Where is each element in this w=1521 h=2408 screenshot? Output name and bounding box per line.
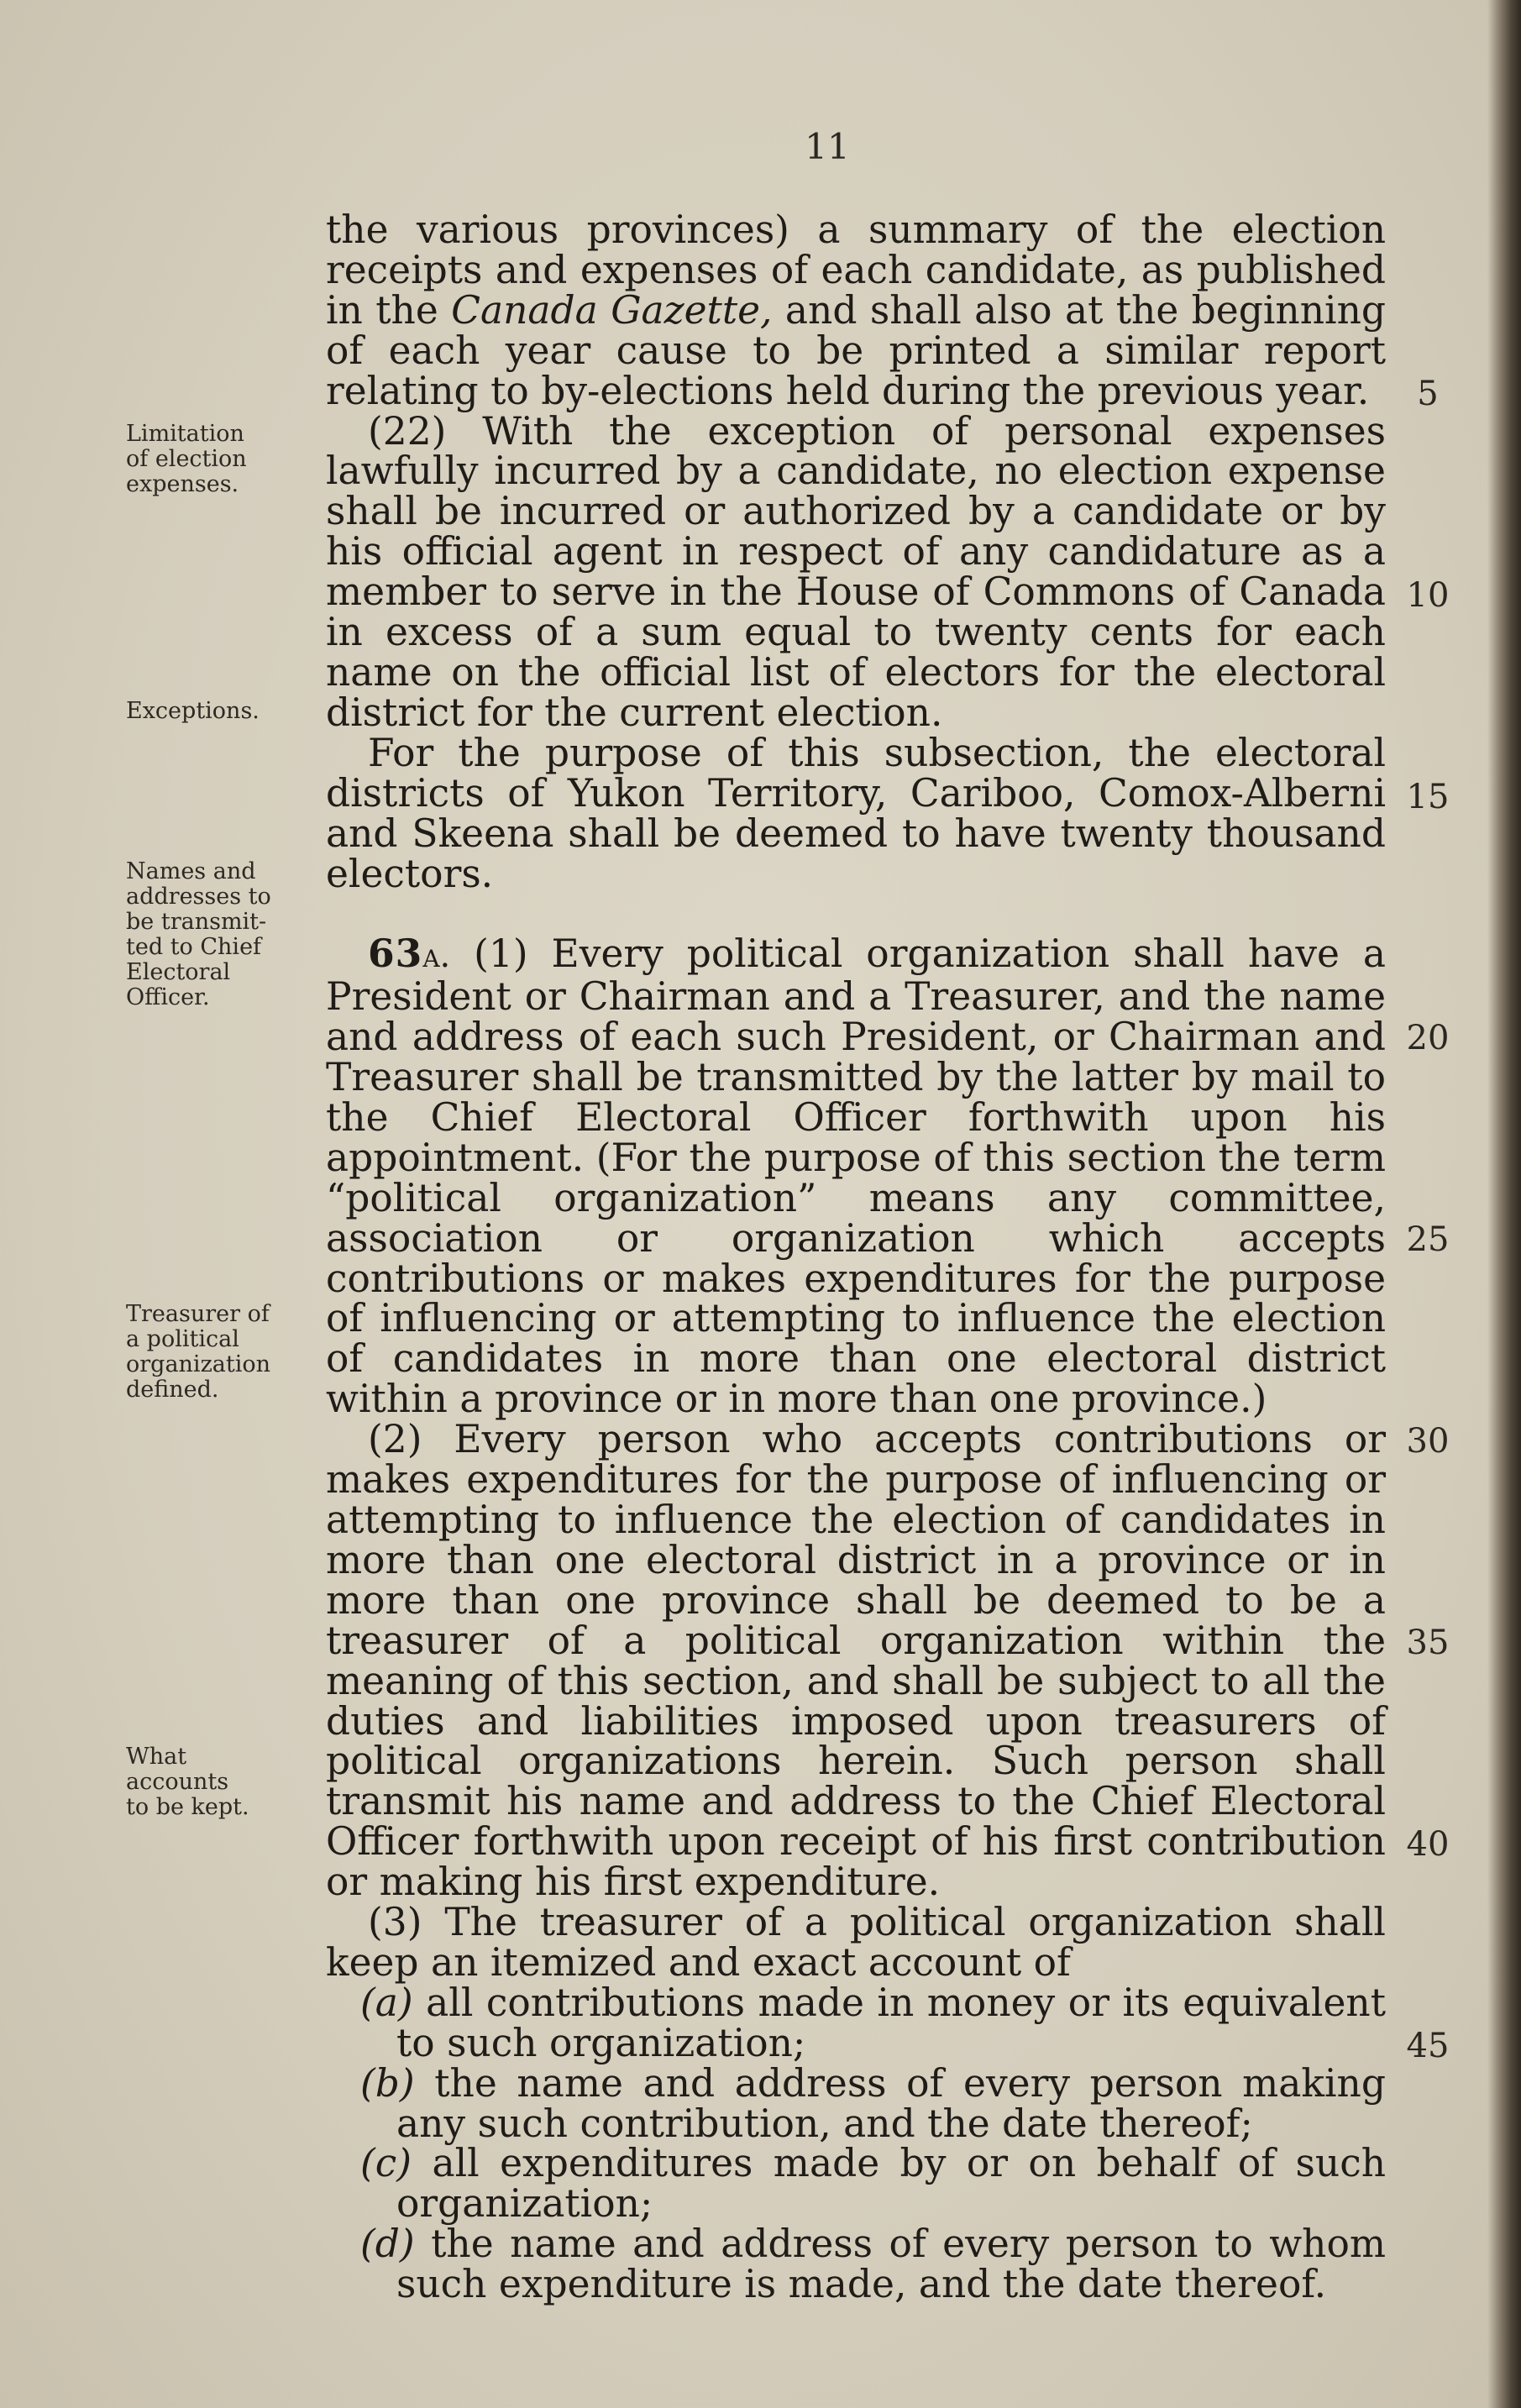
margin-note-line: Limitation: [126, 421, 244, 447]
section-gap: [326, 894, 1386, 934]
margin-note-exceptions: [126, 699, 302, 724]
paragraph-section-63a-3: (3) The treasurer of a political organization shall keep an itemized and exact account of: [326, 1900, 1386, 1985]
margin-note-line: of election: [126, 446, 247, 472]
list-item-label: (a): [360, 1980, 413, 2025]
paragraph-continuation: [326, 207, 1387, 413]
margin-note-line: organization: [126, 1351, 271, 1377]
margin-note-line: be transmit-: [126, 909, 267, 935]
margin-note-line: a political: [126, 1326, 239, 1352]
list-item: [326, 2224, 1386, 2305]
margin-note-accounts: [126, 1744, 302, 1820]
text-run: (1) Every political organization shall have a President or Chairman and a Treasurer, and the name and address of each such President, or Chairman and Treasurer shall be transmitted by the latter by mail to the Chief Electoral Officer forthwith upon his appointment. (For the purpose of this section the term “political organization” means any committee, association or organization which accepts contributions or makes expenditures for the purpose of influencing or attempting to influence the election of candidates in more than one electoral district within a province or in more than one province.): [326, 931, 1386, 1422]
margin-note-names-addresses: [126, 859, 302, 1010]
line-number: 10: [1406, 576, 1450, 615]
page-edge-shadow: [1487, 0, 1521, 2408]
margin-note-line: Names and: [126, 858, 256, 884]
margin-note-line: Electoral: [126, 959, 231, 985]
paragraph-subsection-22: (22) With the exception of personal expenses lawfully incurred by a candidate, no election expense shall be incurred or authorized by a candidate or by his official agent in respect of any candidature as a member to serve in the House of Commons of Canada in excess of a sum equal to twenty cents for each name on the official list of electors for the electoral district for the current election.: [326, 408, 1386, 735]
line-number: 40: [1406, 1825, 1450, 1864]
line-number: 15: [1406, 778, 1450, 816]
body-text: [326, 207, 1387, 2307]
margin-note-line: Officer.: [126, 984, 210, 1010]
paragraph-section-63a-1: [326, 931, 1386, 1422]
margin-note-line: defined.: [126, 1377, 219, 1403]
line-number: 5: [1417, 375, 1439, 413]
list-item-text: all expenditures made by or on behalf of such organization;: [396, 2141, 1386, 2227]
list-item-text: all contributions made in money or its equivalent to such organization;: [396, 1980, 1386, 2065]
text-run: and shall also at the beginning of each year cause to be printed a similar report relating to by-elections held during the previous year.: [326, 287, 1387, 413]
line-number: 30: [1406, 1422, 1450, 1461]
section-number: 63: [368, 931, 423, 977]
list-item: [326, 2141, 1386, 2227]
margin-note-line: to be kept.: [126, 1794, 249, 1820]
list-item-label: (d): [360, 2222, 415, 2267]
margin-note-limitation: [126, 422, 302, 497]
italic-text: Canada Gazette,: [451, 287, 773, 333]
margin-note-treasurer-defined: [126, 1302, 302, 1403]
line-number: 45: [1406, 2027, 1450, 2065]
line-number: 25: [1406, 1220, 1450, 1259]
paragraph-exceptions: For the purpose of this subsection, the electoral districts of Yukon Territory, Cariboo, Comox-Alberni and Skeena shall be deemed to have twenty thousand electors.: [326, 730, 1386, 896]
list-item-label: (b): [360, 2060, 415, 2106]
list-item-label: (c): [360, 2141, 412, 2186]
margin-note-line: expenses.: [126, 471, 239, 497]
text-run: the various provinces) a summary of the election receipts and expenses of each candidate, as published in the: [326, 207, 1386, 333]
paragraph-section-63a-2: (2) Every person who accepts contributions or makes expenditures for the purpose of influencing or attempting to influence the election of candidates in more than one electoral district in a province or in more than one province shall be deemed to be a treasurer of a political organization within the meaning of this section, and shall be subject to all the duties and liabilities imposed upon treasurers of political organizations herein. Such person shall transmit his name and address to the Chief Electoral Officer forthwith upon receipt of his first contribution or making his first expenditure.: [326, 1417, 1386, 1905]
margin-note-line: What: [126, 1744, 187, 1770]
margin-note-line: ted to Chief: [126, 934, 262, 960]
page-number: 11: [805, 126, 850, 167]
section-number-suffix: a.: [422, 936, 451, 976]
list-item-text: the name and address of every person making any such contribution, and the date thereof;: [396, 2060, 1386, 2146]
margin-note-line: accounts: [126, 1769, 229, 1795]
list-item: [326, 2060, 1386, 2146]
margin-note-line: addresses to: [126, 884, 271, 910]
margin-note-line: Exceptions.: [126, 698, 260, 724]
line-number: 35: [1406, 1624, 1450, 1662]
list-item: [326, 1980, 1386, 2065]
list-item-text: the name and address of every person to whom such expenditure is made, and the date thereof.: [396, 2222, 1386, 2307]
margin-note-line: Treasurer of: [126, 1301, 270, 1327]
line-number: 20: [1406, 1019, 1450, 1057]
